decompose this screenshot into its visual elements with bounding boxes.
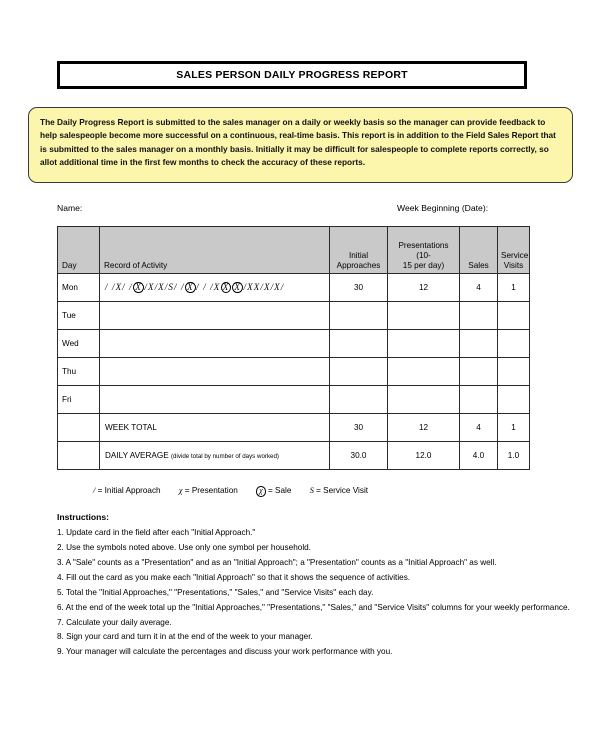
daily-progress-table (57, 226, 530, 470)
column-header-presentations-line1: Presentations (10- (398, 241, 449, 260)
activity-symbols-mon: / /X/ / X /X/X/S/ / X / / /X X X /XX/X/X/ (105, 281, 285, 292)
column-header-record: Record of Activity (100, 227, 330, 274)
intro-paragraph: The Daily Progress Report is submitted to the sales manager on a daily or weekly basis so the manager can provide feedback to help salespeople become more successful on a continuous, real-time basis. This report is in addition to the Field Sales Report that is submitted to the sales manager on a monthly basis. Initially it may be difficult for salespeople to complete reports correctly, so allot additional time in the first few months to check the accuracy of these reports. (40, 117, 556, 168)
service-visits-wed[interactable] (498, 330, 530, 358)
instructions-section (57, 512, 570, 660)
instruction-item: 3. A "Sale" counts as a "Presentation" and as an "Initial Approach"; a "Presentation" counts as a "Initial Approach" as well. (57, 557, 497, 567)
legend-item-presentation (179, 486, 238, 495)
day-label-tue: Tue (58, 302, 100, 330)
table-header-row (58, 227, 530, 274)
instruction-item: 5. Total the "Initial Approaches," "Presentations," "Sales," and "Service Visits" each day. (57, 587, 374, 597)
column-header-day: Day (58, 227, 100, 274)
activity-record-tue[interactable] (100, 302, 330, 330)
instructions-list (57, 526, 570, 660)
daily-average-sales[interactable]: 4.0 (460, 442, 498, 470)
legend-text-presentation: = Presentation (184, 486, 238, 495)
table-row (58, 386, 530, 414)
legend-text-initial-approach: = Initial Approach (97, 486, 161, 495)
legend-symbol-s: S (309, 486, 314, 495)
service-visits-thu[interactable] (498, 358, 530, 386)
daily-average-service[interactable]: 1.0 (498, 442, 530, 470)
daily-average-label (100, 442, 330, 470)
table-row (58, 274, 530, 302)
week-total-sales[interactable]: 4 (460, 414, 498, 442)
sales-thu[interactable] (460, 358, 498, 386)
instruction-item: 2. Use the symbols noted above. Use only one symbol per household. (57, 542, 311, 552)
daily-average-day-spacer (58, 442, 100, 470)
service-visits-fri[interactable] (498, 386, 530, 414)
initial-approaches-wed[interactable] (330, 330, 388, 358)
report-title-banner (57, 61, 527, 89)
presentations-wed[interactable] (388, 330, 460, 358)
day-label-fri: Fri (58, 386, 100, 414)
legend-item-initial-approach (93, 486, 161, 495)
table-row (58, 330, 530, 358)
week-total-day-spacer (58, 414, 100, 442)
service-visits-mon[interactable]: 1 (498, 274, 530, 302)
week-beginning-label: Week Beginning (Date): (397, 203, 489, 213)
daily-average-row (58, 442, 530, 470)
initial-approaches-mon[interactable]: 30 (330, 274, 388, 302)
daily-average-note: (divide total by number of days worked) (171, 453, 279, 460)
instruction-item: 1. Update card in the field after each "Initial Approach." (57, 528, 256, 537)
column-header-initial-line1: Initial (348, 251, 369, 260)
presentations-fri[interactable] (388, 386, 460, 414)
column-header-presentations-line2: 15 per day) (402, 261, 445, 270)
week-total-initial[interactable]: 30 (330, 414, 388, 442)
sales-fri[interactable] (460, 386, 498, 414)
initial-approaches-thu[interactable] (330, 358, 388, 386)
symbol-legend (93, 486, 384, 497)
intro-note-box (28, 107, 573, 183)
week-total-service[interactable]: 1 (498, 414, 530, 442)
instruction-item: 8. Sign your card and turn it in at the end of the week to your manager. (57, 632, 313, 642)
activity-record-mon[interactable] (100, 274, 330, 302)
legend-text-sale: = Sale (267, 486, 292, 495)
day-label-wed: Wed (58, 330, 100, 358)
day-label-mon: Mon (58, 274, 100, 302)
column-header-presentations (388, 227, 460, 274)
daily-average-initial[interactable]: 30.0 (330, 442, 388, 470)
legend-item-service-visit (310, 486, 368, 495)
week-total-label: WEEK TOTAL (100, 414, 330, 442)
daily-average-title: DAILY AVERAGE (105, 451, 169, 460)
sales-mon[interactable]: 4 (460, 274, 498, 302)
instructions-heading: Instructions: (57, 512, 110, 522)
presentations-mon[interactable]: 12 (388, 274, 460, 302)
daily-average-presentations[interactable]: 12.0 (388, 442, 460, 470)
legend-symbol-slash: / (93, 486, 96, 495)
name-label: Name: (57, 203, 83, 213)
legend-symbol-circled-chi: χ (256, 486, 266, 497)
table-row (58, 358, 530, 386)
day-label-thu: Thu (58, 358, 100, 386)
initial-approaches-tue[interactable] (330, 302, 388, 330)
column-header-service-line1: Service (501, 251, 529, 260)
column-header-initial-approaches (330, 227, 388, 274)
instruction-item: 4. Fill out the card as you make each "Initial Approach" so that it shows the sequence of activities. (57, 572, 411, 582)
week-total-row (58, 414, 530, 442)
legend-text-service-visit: = Service Visit (316, 486, 369, 495)
instruction-item: 6. At the end of the week total up the "Initial Approaches," "Presentations," "Sales," and "Service Visits" columns for your weekly performance. (57, 602, 570, 612)
instruction-item: 9. Your manager will calculate the percentages and discuss your work performance with you. (57, 647, 393, 657)
column-header-sales: Sales (460, 227, 498, 274)
activity-record-thu[interactable] (100, 358, 330, 386)
column-header-initial-line2: Approaches (336, 261, 381, 270)
page-title: SALES PERSON DAILY PROGRESS REPORT (176, 69, 408, 81)
table-body (58, 274, 530, 470)
column-header-service-visits (498, 227, 530, 274)
presentations-thu[interactable] (388, 358, 460, 386)
column-header-service-line2: Visits (503, 261, 524, 270)
activity-record-wed[interactable] (100, 330, 330, 358)
legend-symbol-chi: χ (178, 486, 183, 495)
week-total-presentations[interactable]: 12 (388, 414, 460, 442)
sales-wed[interactable] (460, 330, 498, 358)
sales-tue[interactable] (460, 302, 498, 330)
initial-approaches-fri[interactable] (330, 386, 388, 414)
presentations-tue[interactable] (388, 302, 460, 330)
table-row (58, 302, 530, 330)
legend-item-sale (256, 486, 291, 497)
instruction-item: 7. Calculate your daily average. (57, 617, 172, 627)
activity-record-fri[interactable] (100, 386, 330, 414)
form-meta-row (57, 203, 527, 219)
service-visits-tue[interactable] (498, 302, 530, 330)
table-header (58, 227, 530, 274)
